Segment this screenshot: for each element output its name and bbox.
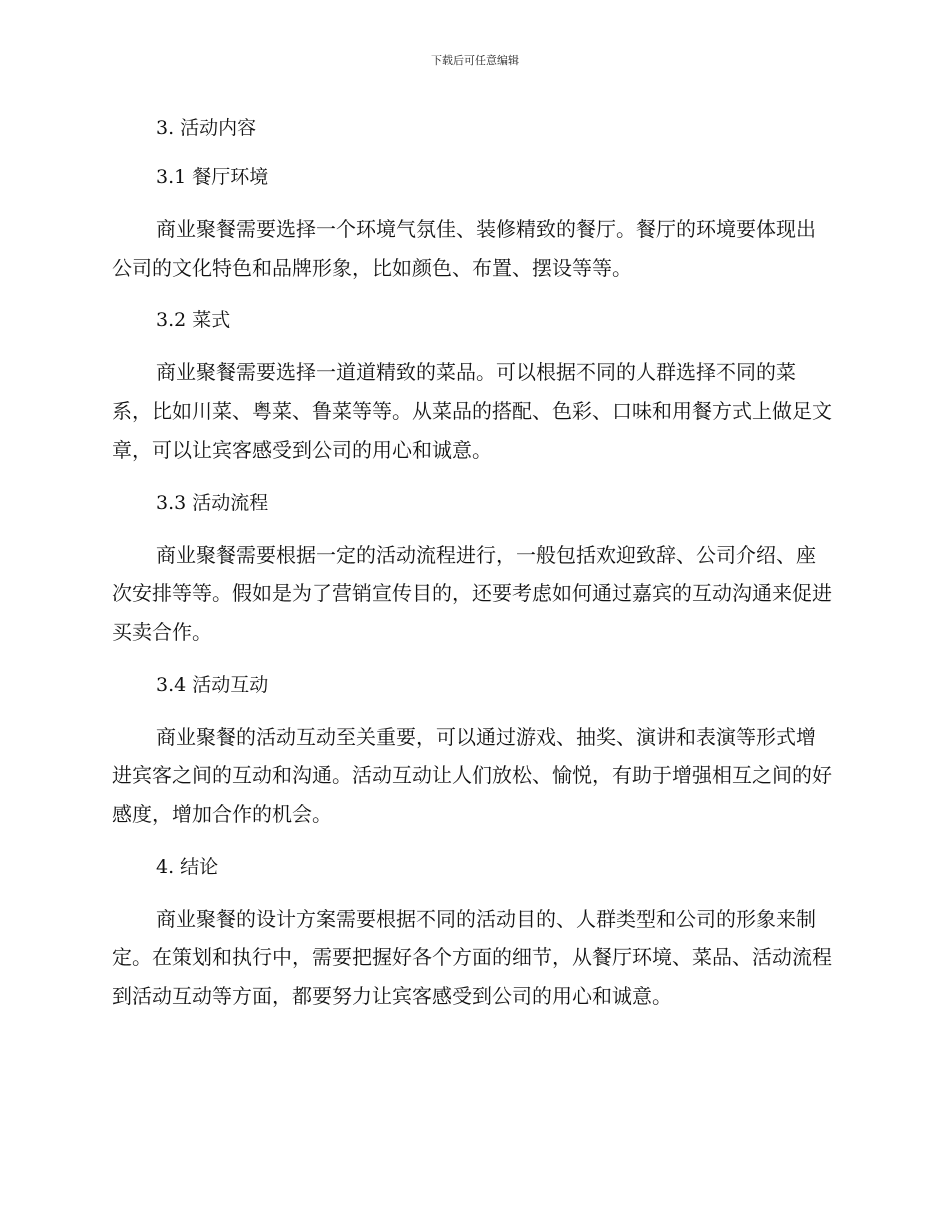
document-body: [112, 112, 832, 1016]
section-heading-restaurant-environment: 3.1 餐厅环境: [156, 166, 269, 188]
section-heading-activity-content: 3. 活动内容: [156, 117, 257, 139]
paragraph-activity-interaction: 商业聚餐的活动互动至关重要，可以通过游戏、抽奖、演讲和表演等形式增进宾客之间的互动和沟通。活动互动让人们放松、愉悦，有助于增强相互之间的好感度，增加合作的机会。: [112, 724, 832, 827]
paragraph-conclusion: 商业聚餐的设计方案需要根据不同的活动目的、人群类型和公司的形象来制定。在策划和执行中，需要把握好各个方面的细节，从餐厅环境、菜品、活动流程到活动互动等方面，都要努力让宾客感受到公司的用心和诚意。: [112, 906, 832, 1009]
section-heading-dishes: 3.2 菜式: [156, 309, 231, 332]
paragraph-activity-flow: 商业聚餐需要根据一定的活动流程进行，一般包括欢迎致辞、公司介绍、座次安排等等。假如是为了营销宣传目的，还要考虑如何通过嘉宾的互动沟通来促进买卖合作。: [112, 542, 832, 644]
section-heading-activity-flow: 3.3 活动流程: [156, 491, 269, 514]
header-note: 下载后可任意编辑: [431, 54, 519, 67]
section-heading-conclusion: 4. 结论: [156, 855, 219, 878]
paragraph-dishes: 商业聚餐需要选择一道道精致的菜品。可以根据不同的人群选择不同的菜系，比如川菜、粤菜、鲁菜等等。从菜品的搭配、色彩、口味和用餐方式上做足文章，可以让宾客感受到公司的用心和诚意。: [112, 360, 832, 462]
paragraph-restaurant-environment: 商业聚餐需要选择一个环境气氛佳、装修精致的餐厅。餐厅的环境要体现出公司的文化特色和品牌形象，比如颜色、布置、摆设等等。: [112, 217, 816, 280]
section-heading-activity-interaction: 3.4 活动互动: [156, 673, 269, 696]
